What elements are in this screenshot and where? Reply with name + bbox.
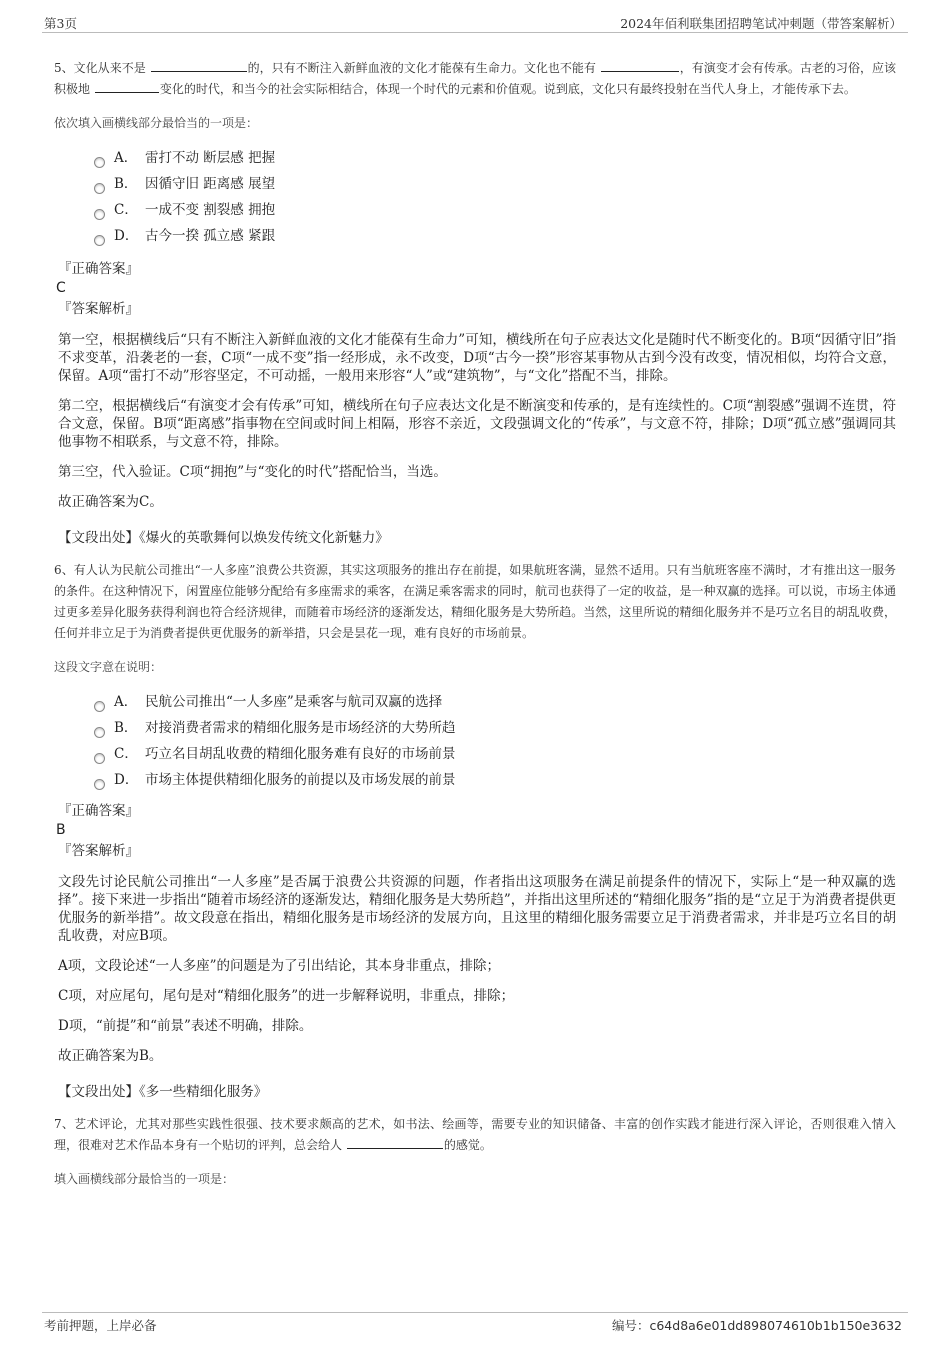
correct-answer: C <box>56 280 66 296</box>
analysis-paragraph: 第一空，根据横线后“只有不断注入新鲜血液的文化才能葆有生命力”可知，横线所在句子应表达文化是随时代不断变化的。B项“因循守旧”指不求变革，沿袭老的一套，C项“一成不变”指一经形成，永不改变，D项“古今一揆”形容某事物从古到今没有改变，情况相似，均符合文意，保留。A项“雷打不动”形容坚定，不可动摇，一般用来形容“人”或“建筑物”，与“文化”搭配不当，排除。 <box>58 332 896 384</box>
question-6 <box>54 560 896 1100</box>
source-citation: 【文段出处】《爆火的英歌舞何以焕发传统文化新魅力》 <box>58 530 389 546</box>
fill-blank <box>95 80 159 93</box>
radio-icon[interactable] <box>94 209 105 220</box>
page-footer <box>42 1312 908 1337</box>
analysis-paragraph: 第三空，代入验证。C项“拥抱”与“变化的时代”搭配恰当，当选。 <box>58 464 447 480</box>
question-5 <box>54 58 896 546</box>
analysis-conclusion: 故正确答案为B。 <box>58 1048 163 1064</box>
option-a[interactable]: A． 雷打不动 断层感 把握 <box>94 145 896 171</box>
option-d[interactable]: D． 市场主体提供精细化服务的前提以及市场发展的前景 <box>94 767 896 793</box>
fill-blank <box>601 59 679 72</box>
option-b[interactable]: B． 对接消费者需求的精细化服务是市场经济的大势所趋 <box>94 715 896 741</box>
document-code: 编号：c64d8a6e01dd898074610b1b150e3632 <box>611 1318 902 1333</box>
answer-label: 『正确答案』 <box>58 261 139 277</box>
option-list <box>94 145 896 249</box>
fill-blank <box>151 59 247 72</box>
fill-blank <box>347 1136 443 1149</box>
page-content <box>54 58 896 1201</box>
radio-icon[interactable] <box>94 235 105 246</box>
radio-icon[interactable] <box>94 727 105 738</box>
analysis-paragraph: A项，文段论述“一人多座”的问题是为了引出结论，其本身非重点，排除； <box>58 958 501 974</box>
analysis-paragraph: 第二空，根据横线后“有演变才会有传承”可知，横线所在句子应表达文化是不断演变和传承的，是有连续性的。C项“割裂感”强调不连贯，符合文意，保留。B项“距离感”指事物在空间或时间上相隔，形容不亲近，文段强调文化的“传承”，与文意不符，排除；D项“孤立感”强调同其他事物不相联系，与文意不符，排除。 <box>58 398 896 450</box>
analysis-paragraph: C项，对应尾句，尾句是对“精细化服务”的进一步解释说明，非重点，排除； <box>58 988 515 1004</box>
question-stem: 6、有人认为民航公司推出“一人多座”浪费公共资源，其实这项服务的推出存在前提，如果航班客满，显然不适用。只有当航班客座不满时，才有推出这一服务的条件。在这种情况下，闲置座位能够分配给有多座需求的乘客，在满足乘客需求的同时，航司也获得了一定的收益，是一种双赢的选择。可以说，市场主体通过更多差异化服务获得利润也符合经济规律，而随着市场经济的逐渐发达，精细化服务是大势所趋。当然，这里所说的精细化服务并不是巧立名目的胡乱收费，任何并非立足于为消费者提供更优服务的新举措，只会是昙花一现，难有良好的市场前景。 <box>54 563 896 640</box>
option-list <box>94 689 896 793</box>
page-header <box>42 10 908 33</box>
analysis-paragraph: D项，“前提”和“前景”表述不明确，排除。 <box>58 1018 313 1034</box>
option-d[interactable]: D． 古今一揆 孤立感 紧跟 <box>94 223 896 249</box>
radio-icon[interactable] <box>94 183 105 194</box>
analysis-label: 『答案解析』 <box>58 843 139 859</box>
page-number: 第3页 <box>44 16 77 31</box>
question-7 <box>54 1114 896 1187</box>
analysis-label: 『答案解析』 <box>58 301 139 317</box>
option-c[interactable]: C． 巧立名目胡乱收费的精细化服务难有良好的市场前景 <box>94 741 896 767</box>
analysis-conclusion: 故正确答案为C。 <box>58 494 163 510</box>
question-prompt: 填入画横线部分最恰当的一项是： <box>54 1172 235 1186</box>
correct-answer: B <box>56 822 66 838</box>
question-prompt: 这段文字意在说明： <box>54 660 163 674</box>
question-prompt: 依次填入画横线部分最恰当的一项是： <box>54 116 259 130</box>
radio-icon[interactable] <box>94 753 105 764</box>
analysis-paragraph: 文段先讨论民航公司推出“一人多座”是否属于浪费公共资源的问题，作者指出这项服务在满足前提条件的情况下，实际上“是一种双赢的选择”。接下来进一步指出“随着市场经济的逐渐发达，精细化服务是大势所趋”，并指出这里所述的“精细化服务”指的是“立足于为消费者提供更优服务的新举措”。故文段意在指出，精细化服务是市场经济的发展方向，且这里的精细化服务需要立足于消费者需求，并非是巧立名目的胡乱收费，对应B项。 <box>58 874 896 944</box>
radio-icon[interactable] <box>94 701 105 712</box>
radio-icon[interactable] <box>94 779 105 790</box>
source-citation: 【文段出处】《多一些精细化服务》 <box>58 1084 268 1100</box>
question-stem: 5、文化从来不是 的，只有不断注入新鲜血液的文化才能葆有生命力。文化也不能有 ，有演变才会有传承。古老的习俗，应该积极地 变化的时代，和当今的社会实际相结合，体现一个时代的元素和价值观。说到底，文化只有最终投射在当代人身上，才能传承下去。 <box>54 61 896 96</box>
radio-icon[interactable] <box>94 157 105 168</box>
footer-slogan: 考前押题，上岸必备 <box>44 1318 157 1333</box>
option-a[interactable]: A． 民航公司推出“一人多座”是乘客与航司双赢的选择 <box>94 689 896 715</box>
document-title: 2024年佰利联集团招聘笔试冲刺题（带答案解析） <box>620 16 902 31</box>
option-b[interactable]: B． 因循守旧 距离感 展望 <box>94 171 896 197</box>
answer-label: 『正确答案』 <box>58 803 139 819</box>
option-c[interactable]: C． 一成不变 割裂感 拥抱 <box>94 197 896 223</box>
question-stem: 7、艺术评论，尤其对那些实践性很强、技术要求颇高的艺术，如书法、绘画等，需要专业的知识储备、丰富的创作实践才能进行深入评论，否则很难入情入理，很难对艺术作品本身有一个贴切的评判，总会给人 的感觉。 <box>54 1117 896 1152</box>
